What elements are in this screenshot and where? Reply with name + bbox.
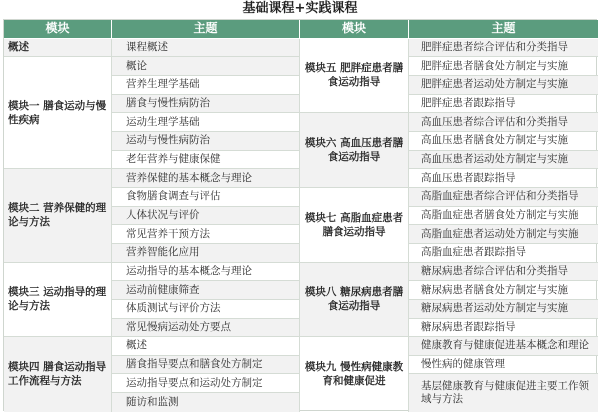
module-overview: 概述 <box>4 39 112 58</box>
header-topic: 主题 <box>112 20 300 39</box>
topic-cell: 糖尿病患者综合评估和分类指导 <box>409 263 598 282</box>
topic-cell: 健康教育与健康促进基本概念和理论 <box>409 337 598 356</box>
topic-cell: 运动与慢性病防治 <box>112 132 300 151</box>
topic-cell: 人体状况与评价 <box>112 207 300 226</box>
module-6: 模块六 高血压患者膳食运动指导 <box>300 113 409 188</box>
topic-cell: 高脂血症患者运动处方制定与实施 <box>409 225 598 244</box>
course-table <box>3 19 597 411</box>
topic-cell: 高血压患者跟踪指导 <box>409 169 598 188</box>
topic-cell: 随访和监测 <box>112 393 300 412</box>
topic-cell: 肥胖症患者跟踪指导 <box>409 95 598 114</box>
page-title: 基础课程+实践课程 <box>242 1 358 16</box>
topic-cell: 高脂血症患者综合评估和分类指导 <box>409 188 598 207</box>
topic-cell: 肥胖症患者膳食处方制定与实施 <box>409 57 598 76</box>
topic-cell: 运动指导要点和运动处方制定 <box>112 374 300 393</box>
topic-cell: 慢性病的健康管理 <box>409 356 598 375</box>
header-module: 模块 <box>4 20 112 39</box>
topic-cell: 课程概述 <box>112 39 300 58</box>
topic-cell: 常见慢病运动处方要点 <box>112 319 300 338</box>
topic-cell: 基层健康教育与健康促进主要工作领域与方法 <box>409 374 598 411</box>
module-7: 模块七 高脂血症患者膳食运动指导 <box>300 188 409 263</box>
module-4: 模块四 膳食运动指导工作流程与方法 <box>4 337 112 412</box>
topic-cell: 运动生理学基础 <box>112 113 300 132</box>
module-3: 模块三 运动指导的理论与方法 <box>4 263 112 338</box>
header-module-right: 模块 <box>300 20 409 39</box>
topic-cell: 肥胖症患者综合评估和分类指导 <box>409 39 598 58</box>
topic-cell: 概述 <box>112 337 300 356</box>
topic-cell: 高血压患者膳食处方制定与实施 <box>409 132 598 151</box>
topic-cell: 营养生理学基础 <box>112 76 300 95</box>
topic-cell: 糖尿病患者膳食处方制定与实施 <box>409 281 598 300</box>
topic-cell: 膳食指导要点和膳食处方制定 <box>112 356 300 375</box>
topic-cell: 高血压患者综合评估和分类指导 <box>409 113 598 132</box>
module-8: 模块八 糖尿病患者膳食运动指导 <box>300 263 409 338</box>
topic-cell: 体质测试与评价方法 <box>112 300 300 319</box>
topic-cell: 肥胖症患者运动处方制定与实施 <box>409 76 598 95</box>
topic-cell: 高脂血症患者跟踪指导 <box>409 244 598 263</box>
module-2: 模块二 营养保健的理论与方法 <box>4 169 112 262</box>
topic-cell: 常见营养干预方法 <box>112 225 300 244</box>
module-1: 模块一 膳食运动与慢性疾病 <box>4 57 112 169</box>
header-topic-right: 主题 <box>409 20 598 39</box>
topic-cell: 运动前健康筛查 <box>112 281 300 300</box>
topic-cell: 营养智能化应用 <box>112 244 300 263</box>
topic-cell: 膳食与慢性病防治 <box>112 95 300 114</box>
topic-cell: 运动指导的基本概念与理论 <box>112 263 300 282</box>
topic-cell: 营养保健的基本概念与理论 <box>112 169 300 188</box>
module-9: 模块九 慢性病健康教育和健康促进 <box>300 337 409 412</box>
topic-cell: 概论 <box>112 57 300 76</box>
topic-cell: 糖尿病患者跟踪指导 <box>409 319 598 338</box>
module-5: 模块五 肥胖症患者膳食运动指导 <box>300 39 409 114</box>
topic-cell: 高血压患者运动处方制定与实施 <box>409 151 598 170</box>
topic-cell: 高脂血症患者膳食处方制定与实施 <box>409 207 598 226</box>
topic-cell: 食物膳食调查与评估 <box>112 188 300 207</box>
topic-cell: 老年营养与健康保健 <box>112 151 300 170</box>
topic-cell: 糖尿病患者运动处方制定与实施 <box>409 300 598 319</box>
